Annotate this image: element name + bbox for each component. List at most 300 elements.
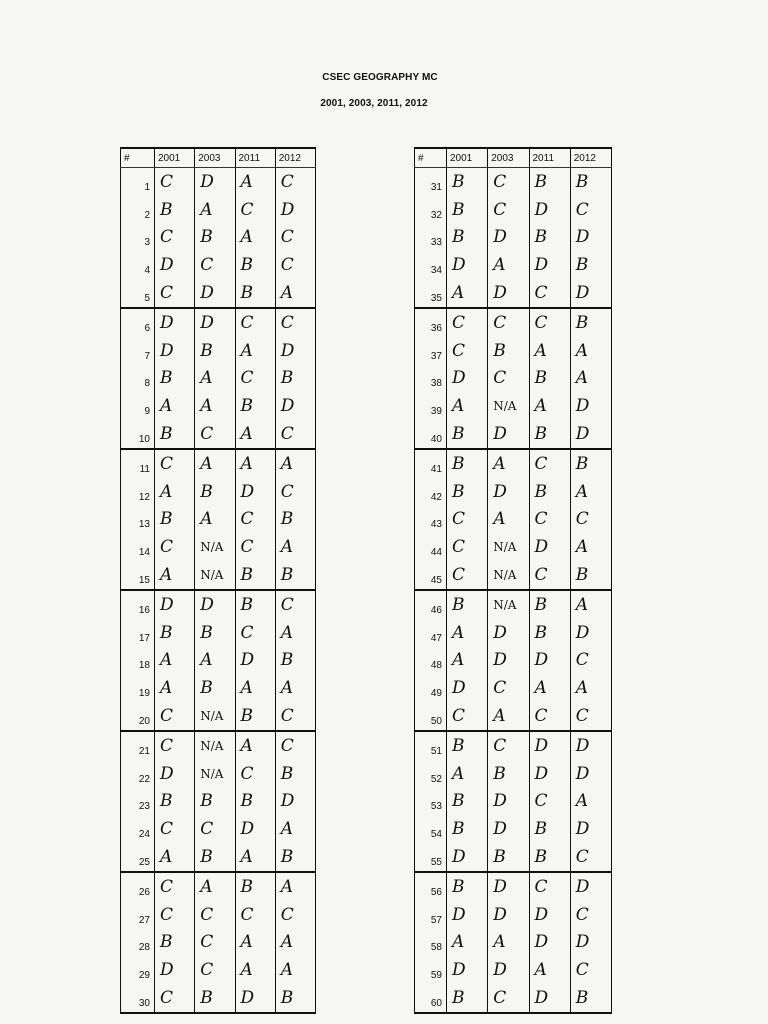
- answer-cell: A: [235, 956, 275, 984]
- question-number: 51: [415, 731, 447, 760]
- answer-cell: C: [529, 308, 570, 337]
- answer-cell: B: [570, 308, 611, 337]
- answer-cell: A: [235, 674, 275, 702]
- table-row: [415, 815, 612, 843]
- answer-cell: A: [235, 420, 275, 449]
- question-number: 38: [415, 365, 447, 393]
- answer-cell: A: [155, 647, 195, 675]
- answer-cell: C: [235, 506, 275, 534]
- answer-cell: B: [275, 760, 315, 788]
- answer-cell: N/A: [488, 392, 529, 420]
- answer-cell: A: [235, 168, 275, 196]
- table-row: [121, 168, 316, 196]
- answer-cell: C: [570, 702, 611, 731]
- question-number: 8: [121, 365, 155, 393]
- answer-cell: N/A: [195, 533, 235, 561]
- question-number: 33: [415, 224, 447, 252]
- table-row: [415, 420, 612, 449]
- answer-cell: D: [570, 929, 611, 957]
- answer-cell: D: [529, 533, 570, 561]
- table-row: [415, 929, 612, 957]
- question-number: 21: [121, 731, 155, 760]
- table-row: [121, 929, 316, 957]
- answer-cell: D: [570, 760, 611, 788]
- answer-cell: C: [447, 533, 488, 561]
- answer-cell: A: [155, 478, 195, 506]
- answer-cell: B: [195, 843, 235, 872]
- answer-cell: C: [155, 731, 195, 760]
- answer-cell: A: [488, 506, 529, 534]
- answer-cell: D: [488, 224, 529, 252]
- answer-cell: A: [195, 196, 235, 224]
- question-number: 36: [415, 308, 447, 337]
- answer-cell: C: [235, 365, 275, 393]
- answer-cell: D: [275, 392, 315, 420]
- answer-cell: D: [488, 901, 529, 929]
- answer-cell: B: [447, 449, 488, 478]
- question-number: 58: [415, 929, 447, 957]
- answer-cell: B: [570, 561, 611, 590]
- answer-cell: D: [488, 815, 529, 843]
- question-number: 54: [415, 815, 447, 843]
- table-row: [415, 251, 612, 279]
- document-title: CSEC GEOGRAPHY MC: [322, 72, 438, 83]
- table-row: [415, 365, 612, 393]
- answer-cell: D: [195, 279, 235, 308]
- answer-cell: B: [155, 420, 195, 449]
- answer-cell: B: [235, 279, 275, 308]
- table-row: [415, 788, 612, 816]
- answer-cell: D: [488, 619, 529, 647]
- answer-cell: D: [155, 956, 195, 984]
- header-row: [121, 148, 316, 168]
- question-number: 24: [121, 815, 155, 843]
- answer-cell: B: [275, 561, 315, 590]
- answer-cell: C: [275, 308, 315, 337]
- question-number: 60: [415, 984, 447, 1013]
- answer-cell: B: [447, 196, 488, 224]
- answer-cell: C: [275, 420, 315, 449]
- table-row: [415, 308, 612, 337]
- answer-cell: B: [275, 984, 315, 1013]
- answer-cell: C: [155, 168, 195, 196]
- answer-cell: D: [195, 308, 235, 337]
- column-header-2012: 2012: [275, 148, 315, 168]
- table-row: [121, 561, 316, 590]
- answer-cell: C: [235, 619, 275, 647]
- answer-cell: C: [155, 872, 195, 901]
- question-number: 26: [121, 872, 155, 901]
- table-row: [121, 224, 316, 252]
- question-number: 39: [415, 392, 447, 420]
- answer-cell: D: [447, 956, 488, 984]
- answer-cell: B: [195, 224, 235, 252]
- answer-cell: A: [275, 815, 315, 843]
- answer-cell: C: [155, 279, 195, 308]
- table-row: [121, 901, 316, 929]
- question-number: 6: [121, 308, 155, 337]
- answer-cell: C: [195, 420, 235, 449]
- table-row: [415, 647, 612, 675]
- answer-cell: C: [529, 872, 570, 901]
- column-header-2003: 2003: [195, 148, 235, 168]
- table-row: [121, 590, 316, 619]
- answer-cell: B: [275, 365, 315, 393]
- answer-cell: C: [447, 561, 488, 590]
- answer-cell: D: [155, 251, 195, 279]
- answer-cell: A: [488, 702, 529, 731]
- table-row: [121, 449, 316, 478]
- table-row: [121, 365, 316, 393]
- question-number: 12: [121, 478, 155, 506]
- answer-cell: C: [529, 506, 570, 534]
- question-number: 17: [121, 619, 155, 647]
- question-number: 31: [415, 168, 447, 196]
- answer-cell: A: [155, 674, 195, 702]
- answer-cell: C: [155, 702, 195, 731]
- answer-cell: A: [447, 392, 488, 420]
- answer-cell: C: [235, 308, 275, 337]
- table-row: [415, 168, 612, 196]
- question-number: 32: [415, 196, 447, 224]
- table-row: [415, 731, 612, 760]
- answer-cell: A: [447, 760, 488, 788]
- answer-cell: B: [275, 506, 315, 534]
- table-row: [121, 196, 316, 224]
- table-row: [121, 308, 316, 337]
- table-row: [121, 420, 316, 449]
- question-number: 30: [121, 984, 155, 1013]
- answer-cell: C: [529, 449, 570, 478]
- question-number: 34: [415, 251, 447, 279]
- answer-cell: C: [488, 674, 529, 702]
- answer-cell: D: [570, 392, 611, 420]
- column-header-2012: 2012: [570, 148, 611, 168]
- answer-cell: B: [155, 619, 195, 647]
- question-number: 3: [121, 224, 155, 252]
- answer-cell: D: [570, 815, 611, 843]
- answer-cell: A: [570, 365, 611, 393]
- answer-cell: B: [275, 843, 315, 872]
- table-row: [415, 760, 612, 788]
- answer-cell: C: [275, 590, 315, 619]
- answer-cell: D: [529, 251, 570, 279]
- question-number: 7: [121, 337, 155, 365]
- answer-cell: D: [235, 815, 275, 843]
- question-number: 40: [415, 420, 447, 449]
- answer-cell: C: [155, 815, 195, 843]
- answer-cell: B: [488, 337, 529, 365]
- answer-cell: B: [235, 392, 275, 420]
- answer-cell: A: [235, 224, 275, 252]
- table-row: [121, 843, 316, 872]
- answer-cell: D: [155, 590, 195, 619]
- question-number: 42: [415, 478, 447, 506]
- answer-cell: C: [570, 506, 611, 534]
- answer-cell: B: [447, 731, 488, 760]
- question-number: 10: [121, 420, 155, 449]
- answer-cell: B: [235, 872, 275, 901]
- answer-cell: N/A: [195, 731, 235, 760]
- answer-cell: D: [155, 337, 195, 365]
- table-row: [415, 619, 612, 647]
- table-row: [121, 674, 316, 702]
- answer-cell: B: [529, 590, 570, 619]
- question-number: 9: [121, 392, 155, 420]
- table-row: [121, 619, 316, 647]
- answer-cell: B: [570, 251, 611, 279]
- answer-cell: N/A: [488, 590, 529, 619]
- answer-cell: C: [275, 731, 315, 760]
- question-number: 29: [121, 956, 155, 984]
- answer-cell: D: [488, 788, 529, 816]
- answer-cell: B: [235, 251, 275, 279]
- answer-cell: C: [488, 308, 529, 337]
- answer-cell: C: [275, 478, 315, 506]
- answer-cell: A: [275, 674, 315, 702]
- answer-cell: D: [447, 365, 488, 393]
- table-row: [121, 337, 316, 365]
- table-row: [415, 279, 612, 308]
- answer-cell: D: [447, 843, 488, 872]
- question-number: 25: [121, 843, 155, 872]
- answer-cell: B: [155, 929, 195, 957]
- question-number: 55: [415, 843, 447, 872]
- table-row: [121, 647, 316, 675]
- answer-cell: C: [570, 843, 611, 872]
- answer-cell: D: [275, 337, 315, 365]
- answer-cell: A: [235, 731, 275, 760]
- question-number: 50: [415, 702, 447, 731]
- answer-cell: B: [447, 872, 488, 901]
- question-number: 14: [121, 533, 155, 561]
- table-row: [415, 872, 612, 901]
- column-header-number: #: [415, 148, 447, 168]
- answer-cell: B: [447, 788, 488, 816]
- question-number: 4: [121, 251, 155, 279]
- answer-cell: D: [570, 731, 611, 760]
- answer-cell: C: [235, 196, 275, 224]
- question-number: 46: [415, 590, 447, 619]
- answer-cell: A: [447, 619, 488, 647]
- question-number: 52: [415, 760, 447, 788]
- answer-cell: A: [275, 279, 315, 308]
- answer-cell: C: [235, 760, 275, 788]
- answer-cell: D: [447, 251, 488, 279]
- answer-cell: A: [235, 337, 275, 365]
- question-number: 56: [415, 872, 447, 901]
- table-row: [121, 702, 316, 731]
- answer-cell: B: [447, 420, 488, 449]
- answer-cell: D: [447, 674, 488, 702]
- answer-cell: B: [529, 365, 570, 393]
- answer-cell: A: [447, 647, 488, 675]
- column-header-2003: 2003: [488, 148, 529, 168]
- answer-cell: B: [235, 590, 275, 619]
- question-number: 59: [415, 956, 447, 984]
- answer-cell: D: [275, 788, 315, 816]
- table-row: [415, 224, 612, 252]
- question-number: 53: [415, 788, 447, 816]
- table-row: [121, 279, 316, 308]
- table-row: [121, 956, 316, 984]
- answer-cell: C: [447, 337, 488, 365]
- table-row: [415, 478, 612, 506]
- answer-cell: C: [195, 251, 235, 279]
- answer-cell: C: [529, 788, 570, 816]
- answer-cell: B: [235, 561, 275, 590]
- answer-cell: C: [195, 956, 235, 984]
- answer-cell: C: [155, 984, 195, 1013]
- answer-cell: A: [275, 533, 315, 561]
- answer-cell: B: [447, 984, 488, 1013]
- answer-cell: B: [570, 449, 611, 478]
- answer-cell: C: [529, 279, 570, 308]
- answer-cell: B: [195, 337, 235, 365]
- answer-cell: B: [155, 365, 195, 393]
- answer-cell: D: [488, 647, 529, 675]
- answer-cell: D: [488, 478, 529, 506]
- table-row: [415, 449, 612, 478]
- answer-cell: C: [488, 731, 529, 760]
- question-number: 16: [121, 590, 155, 619]
- question-number: 23: [121, 788, 155, 816]
- question-number: 2: [121, 196, 155, 224]
- answer-cell: B: [155, 506, 195, 534]
- answer-cell: A: [447, 929, 488, 957]
- table-row: [415, 901, 612, 929]
- answer-cell: C: [275, 224, 315, 252]
- answer-cell: C: [275, 168, 315, 196]
- answer-cell: D: [195, 590, 235, 619]
- answer-cell: A: [275, 956, 315, 984]
- table-row: [415, 702, 612, 731]
- answer-cell: C: [235, 533, 275, 561]
- answer-cell: A: [195, 392, 235, 420]
- answer-cell: B: [155, 196, 195, 224]
- answer-cell: A: [195, 449, 235, 478]
- table-row: [415, 196, 612, 224]
- question-number: 27: [121, 901, 155, 929]
- question-number: 45: [415, 561, 447, 590]
- answer-cell: C: [195, 815, 235, 843]
- question-number: 13: [121, 506, 155, 534]
- answer-cell: B: [488, 843, 529, 872]
- question-number: 35: [415, 279, 447, 308]
- table-row: [121, 478, 316, 506]
- answer-cell: D: [529, 929, 570, 957]
- answer-cell: C: [447, 308, 488, 337]
- answer-cell: C: [488, 196, 529, 224]
- answer-cell: C: [155, 449, 195, 478]
- table-row: [121, 984, 316, 1013]
- answer-cell: D: [529, 196, 570, 224]
- table-row: [415, 392, 612, 420]
- answer-cell: B: [447, 168, 488, 196]
- answer-cell: N/A: [195, 702, 235, 731]
- answer-cell: A: [195, 506, 235, 534]
- answer-cell: B: [529, 168, 570, 196]
- question-number: 44: [415, 533, 447, 561]
- question-number: 43: [415, 506, 447, 534]
- answer-cell: D: [570, 279, 611, 308]
- column-header-2011: 2011: [235, 148, 275, 168]
- answer-cell: D: [488, 872, 529, 901]
- answer-cell: B: [447, 478, 488, 506]
- answer-cell: B: [235, 702, 275, 731]
- question-number: 41: [415, 449, 447, 478]
- answer-cell: B: [488, 760, 529, 788]
- answer-table-right: [414, 147, 612, 1014]
- answer-cell: A: [155, 843, 195, 872]
- question-number: 19: [121, 674, 155, 702]
- answer-cell: D: [529, 731, 570, 760]
- answer-cell: C: [529, 561, 570, 590]
- table-row: [415, 956, 612, 984]
- column-header-number: #: [121, 148, 155, 168]
- table-row: [121, 760, 316, 788]
- table-row: [121, 392, 316, 420]
- answer-cell: B: [275, 647, 315, 675]
- answer-cell: C: [488, 984, 529, 1013]
- table-row: [121, 788, 316, 816]
- answer-cell: A: [488, 449, 529, 478]
- answer-cell: C: [275, 901, 315, 929]
- answer-cell: D: [447, 901, 488, 929]
- answer-cell: A: [235, 929, 275, 957]
- answer-cell: C: [195, 901, 235, 929]
- answer-cell: A: [570, 674, 611, 702]
- question-number: 11: [121, 449, 155, 478]
- answer-cell: A: [195, 365, 235, 393]
- answer-cell: B: [529, 420, 570, 449]
- answer-cell: A: [570, 590, 611, 619]
- answer-cell: D: [570, 420, 611, 449]
- answer-cell: D: [235, 984, 275, 1013]
- document-subtitle: 2001, 2003, 2011, 2012: [320, 98, 428, 109]
- answer-cell: B: [570, 984, 611, 1013]
- answer-cell: A: [529, 674, 570, 702]
- answer-cell: A: [275, 929, 315, 957]
- column-header-2011: 2011: [529, 148, 570, 168]
- answer-cell: C: [275, 702, 315, 731]
- answer-cell: C: [235, 901, 275, 929]
- answer-cell: D: [488, 279, 529, 308]
- answer-cell: C: [195, 929, 235, 957]
- answer-cell: N/A: [195, 760, 235, 788]
- answer-cell: B: [529, 619, 570, 647]
- answer-cell: C: [570, 956, 611, 984]
- answer-cell: A: [488, 929, 529, 957]
- answer-cell: C: [570, 901, 611, 929]
- table-row: [121, 815, 316, 843]
- answer-cell: D: [155, 760, 195, 788]
- answer-cell: B: [195, 788, 235, 816]
- answer-cell: D: [488, 956, 529, 984]
- answer-cell: A: [235, 843, 275, 872]
- answer-cell: B: [529, 224, 570, 252]
- question-number: 57: [415, 901, 447, 929]
- answer-cell: D: [570, 619, 611, 647]
- column-header-2001: 2001: [447, 148, 488, 168]
- answer-cell: B: [155, 788, 195, 816]
- answer-cell: A: [235, 449, 275, 478]
- answer-cell: B: [529, 843, 570, 872]
- answer-cell: A: [275, 619, 315, 647]
- answer-cell: A: [529, 956, 570, 984]
- table-row: [121, 731, 316, 760]
- answer-cell: A: [529, 392, 570, 420]
